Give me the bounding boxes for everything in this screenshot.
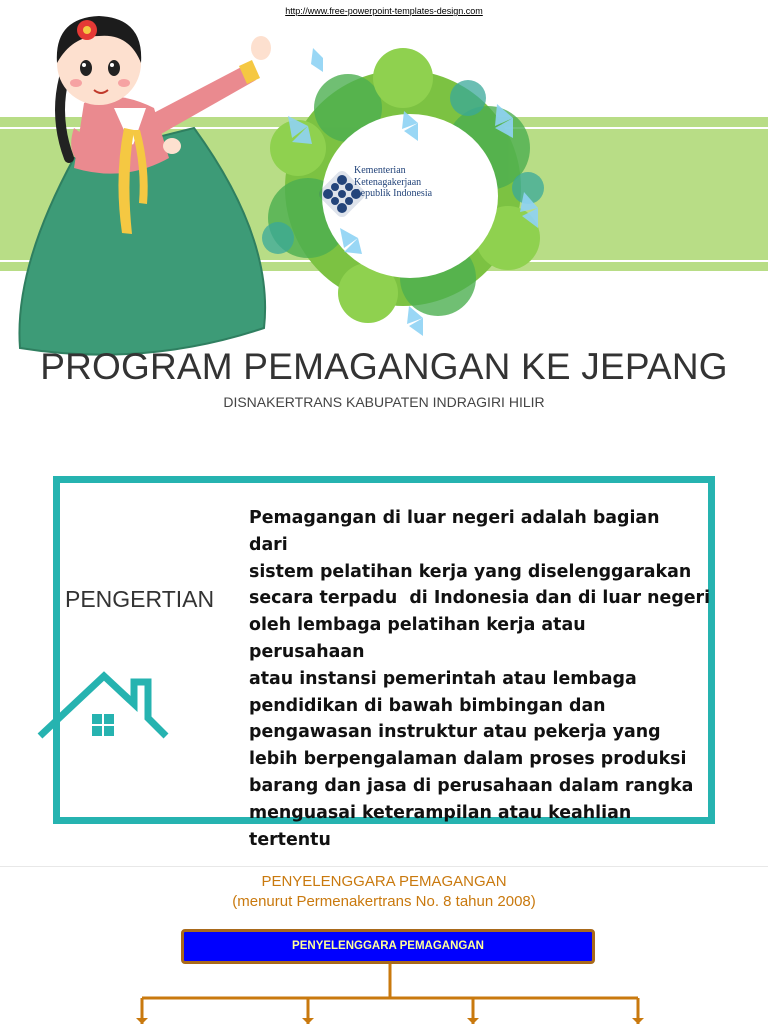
definition-line: menguasai keterampilan atau keahlian [249,802,632,823]
logo-line-2: Ketenagakerjaan [354,176,422,188]
ministry-logo-text [354,165,432,200]
organizer-subtitle: (menurut Permenakertrans No. 8 tahun 2008) [232,893,536,910]
definition-line: atau instansi pemerintah atau lembaga [249,668,637,689]
organizer-box-label: PENYELENGGARA PEMAGANGAN [292,940,484,952]
definition-line: pengawasan instruktur atau pekerja yang [249,722,661,743]
page-subtitle: DISNAKERTRANS KABUPATEN INDRAGIRI HILIR [223,394,545,410]
hanbok-girl-illustration [14,8,284,358]
definition-paragraph [249,505,711,853]
definition-line: sistem pelatihan kerja yang diselenggarakan [249,561,692,582]
definition-line: oleh lembaga pelatihan kerja atau perusahaan [249,615,586,662]
page-title: PROGRAM PEMAGANGAN KE JEPANG [40,346,728,387]
definition-line: lebih berpengalaman dalam proses produksi [249,749,687,770]
page-separator [0,866,768,867]
definition-line: pendidikan di bawah bimbingan dan [249,695,606,716]
definition-line: tertentu [249,829,331,850]
definition-line: secara terpadu di Indonesia dan di luar negeri [249,588,711,609]
organizer-title: PENYELENGGARA PEMAGANGAN [261,873,507,890]
organizer-heading [0,872,768,912]
template-url-link[interactable]: http://www.free-powerpoint-templates-design.com [285,6,483,16]
logo-line-3: Republik Indonesia [354,188,433,199]
definition-line: barang dan jasa di perusahaan dalam rangka [249,775,694,796]
logo-line-1: Kementerian [354,165,406,176]
org-chart-connectors [130,964,650,1024]
house-icon [36,668,170,744]
definition-label: PENGERTIAN [65,586,215,612]
definition-line: Pemagangan di luar negeri adalah bagian dari [249,508,660,555]
